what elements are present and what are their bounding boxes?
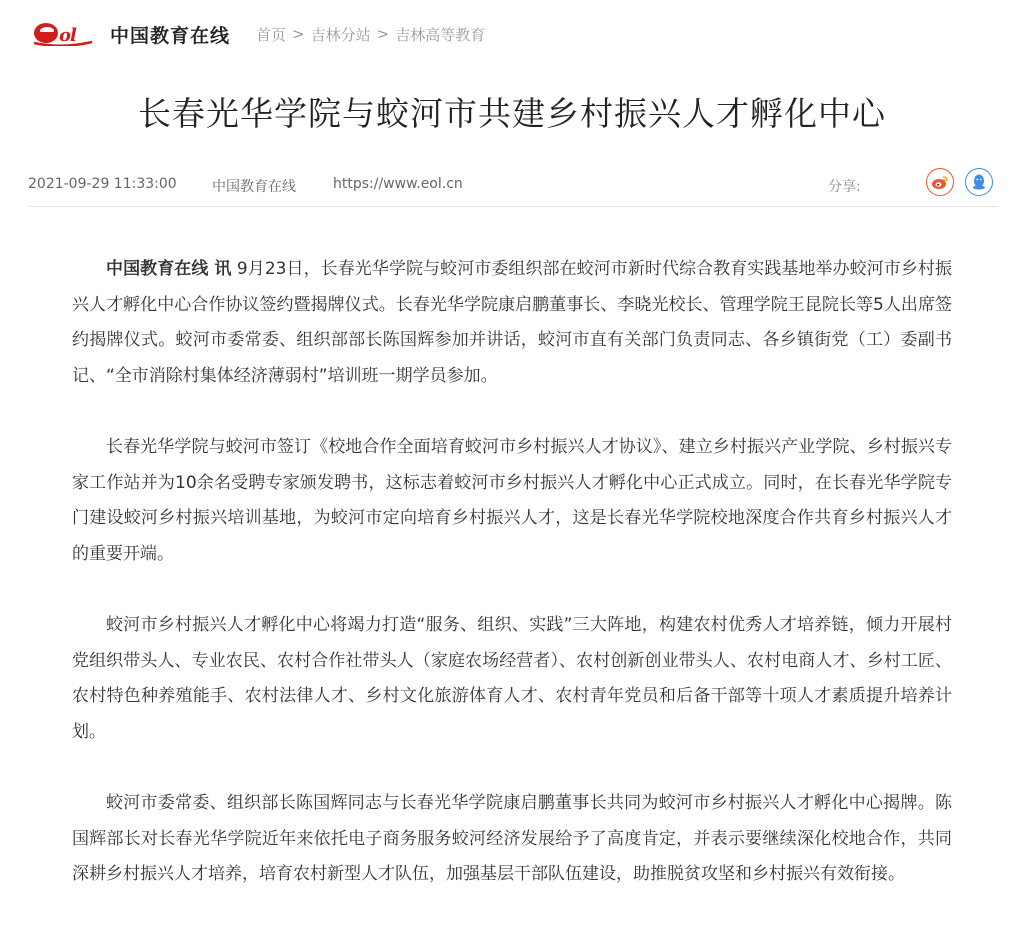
article-body (72, 252, 952, 929)
article-source: 中国教育在线 (212, 179, 296, 195)
source-url: https://www.eol.cn (333, 176, 463, 192)
breadcrumb (256, 24, 485, 45)
lead-source: 中国教育在线 讯 (106, 259, 232, 279)
qq-share-button[interactable] (965, 168, 993, 196)
breadcrumb-separator: > (376, 25, 390, 43)
breadcrumb-jilin-higher-ed[interactable]: 吉林高等教育 (395, 25, 486, 44)
eol-logo-mark (32, 16, 102, 53)
article-paragraph: 长春光华学院与蛟河市签订《校地合作全面培育蛟河市乡村振兴人才协议》、建立乡村振兴产业学院、乡村振兴专家工作站并为10余名受聘专家颁发聘书，这标志着蛟河市乡村振兴人才孵化中心正式成立。同时，在长春光华学院专门建设蛟河乡村振兴培训基地，为蛟河市定向培育乡村振兴人才，这是长春光华学院校地深度合作共育乡村振兴人才的重要开端。 (72, 437, 952, 564)
svg-text:ol: ol (59, 24, 76, 46)
site-logo[interactable] (32, 16, 230, 53)
article-title: 长春光华学院与蛟河市共建乡村振兴人才孵化中心 (138, 94, 886, 133)
eol-logo-icon (32, 16, 102, 46)
article-paragraph: 蛟河市委常委、组织部长陈国辉同志与长春光华学院康启鹏董事长共同为蛟河市乡村振兴人才孵化中心揭牌。陈国辉部长对长春光华学院近年来依托电子商务服务蛟河经济发展给予了高度肯定，并表示要继续深化校地合作，共同深耕乡村振兴人才培养，培育农村新型人才队伍，加强基层干部队伍建设，助推脱贫攻坚和乡村振兴有效衔接。 (72, 793, 952, 884)
breadcrumb-home[interactable]: 首页 (256, 25, 287, 44)
article-meta (28, 168, 998, 207)
top-bar (32, 14, 485, 54)
share-label: 分享: (828, 179, 861, 195)
breadcrumb-jilin[interactable]: 吉林分站 (310, 25, 371, 44)
breadcrumb-separator: > (292, 25, 305, 43)
site-name: 中国教育在线 (110, 24, 231, 47)
qq-icon (971, 173, 987, 191)
article-paragraph (72, 252, 952, 394)
weibo-icon (931, 174, 949, 190)
weibo-share-button[interactable] (926, 168, 954, 196)
paragraph-text: 9月23日，长春光华学院与蛟河市委组织部在蛟河市新时代综合教育实践基地举办蛟河市乡村振兴人才孵化中心合作协议签约暨揭牌仪式。长春光华学院康启鹏董事长、李晓光校长、管理学院王昆院长等5人出席签约揭牌仪式。蛟河市委常委、组织部部长陈国辉参加并讲话，蛟河市直有关部门负责同志、各乡镇街党（工）委副书记、“全市消除村集体经济薄弱村”培训班一期学员参加。 (72, 259, 952, 386)
article-paragraph: 蛟河市乡村振兴人才孵化中心将竭力打造“服务、组织、实践”三大阵地，构建农村优秀人才培养链，倾力开展村党组织带头人、专业农民、农村合作社带头人（家庭农场经营者）、农村创新创业带头人、农村电商人才、乡村工匠、农村特色种养殖能手、农村法律人才、乡村文化旅游体育人才、农村青年党员和后备干部等十项人才素质提升培养计划。 (72, 615, 952, 742)
publish-date: 2021-09-29 11:33:00 (28, 176, 177, 192)
